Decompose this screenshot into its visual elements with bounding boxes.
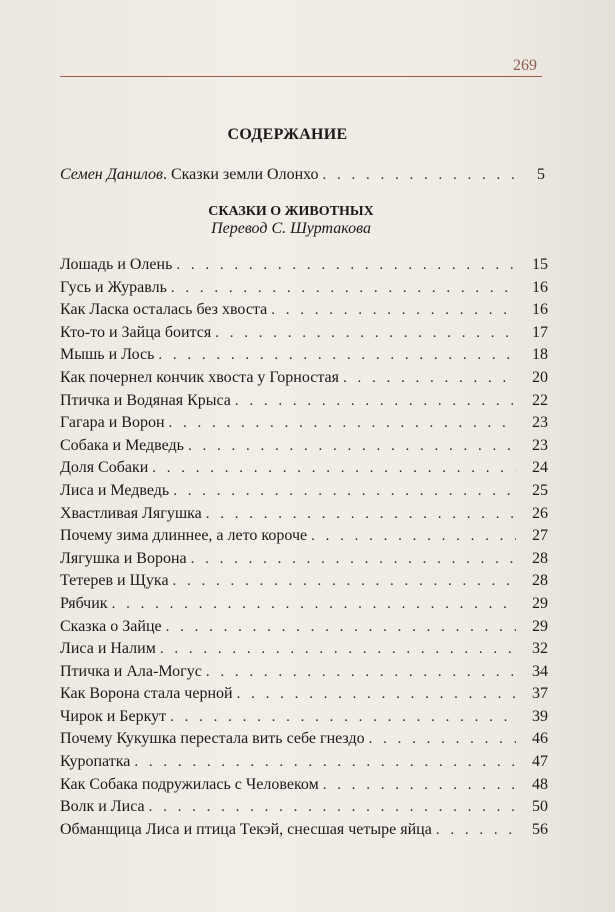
toc-intro-entry	[60, 166, 545, 186]
entry-page-number: 34	[532, 662, 548, 680]
entry-title: Хвастливая Лягушка	[60, 504, 202, 522]
entry-page-number: 56	[532, 820, 548, 838]
entry-title: Обманщица Лиса и птица Текэй, снесшая четыре яйца	[60, 820, 432, 838]
toc-entry	[60, 661, 548, 684]
dot-leader	[158, 344, 516, 367]
entry-page-number: 46	[532, 730, 548, 748]
dot-leader	[152, 457, 516, 480]
dot-leader	[171, 277, 516, 300]
entry-page-number: 23	[532, 436, 548, 454]
entry-title: Почему зима длиннее, а лето короче	[60, 527, 308, 545]
toc-entry	[60, 254, 548, 277]
entry-page-number: 20	[532, 368, 548, 386]
toc-entry	[60, 457, 548, 480]
toc-entry	[60, 277, 548, 300]
toc-entry	[60, 299, 548, 322]
toc-entry	[60, 480, 548, 503]
intro-author: Семен Данилов	[60, 166, 163, 183]
dot-leader	[188, 435, 516, 458]
entry-page-number: 25	[532, 481, 548, 499]
entry-title: Собака и Медведь	[60, 436, 184, 454]
toc-entry	[60, 774, 548, 797]
toc-entry	[60, 728, 548, 751]
dot-leader	[215, 322, 516, 345]
toc-entry	[60, 525, 548, 548]
toc-entry	[60, 344, 548, 367]
section-title: СКАЗКИ О ЖИВОТНЫХ	[208, 204, 374, 219]
entry-title: Птичка и Водяная Крыса	[60, 391, 231, 409]
page-number: 269	[513, 57, 537, 74]
toc-entry	[60, 638, 548, 661]
dot-leader	[206, 503, 516, 526]
entry-title: Птичка и Ала-Могус	[60, 662, 202, 680]
toc-entries-list	[60, 254, 548, 841]
entry-page-number: 50	[532, 798, 548, 816]
entry-title: Гусь и Журавль	[60, 278, 167, 296]
dot-leader	[112, 593, 516, 616]
intro-title: . Сказки земли Олонхо	[162, 166, 319, 183]
toc-entry	[60, 706, 548, 729]
dot-leader	[149, 796, 516, 819]
entry-page-number: 22	[532, 391, 548, 409]
entry-title: Лягушка и Ворона	[60, 549, 187, 567]
entry-page-number: 16	[532, 301, 548, 319]
dot-leader	[169, 412, 516, 435]
toc-title: СОДЕРЖАНИЕ	[227, 126, 348, 143]
toc-entry	[60, 570, 548, 593]
intro-page-number: 5	[537, 166, 545, 183]
toc-entry	[60, 435, 548, 458]
entry-title: Как Собака подружилась с Человеком	[60, 775, 319, 793]
toc-entry	[60, 322, 548, 345]
toc-entry	[60, 796, 548, 819]
toc-entry	[60, 819, 548, 842]
dot-leader	[191, 548, 516, 571]
dot-leader	[134, 751, 516, 774]
dot-leader	[166, 616, 516, 639]
entry-title: Лошадь и Олень	[60, 256, 173, 273]
toc-entry	[60, 593, 548, 616]
entry-title: Рябчик	[60, 594, 108, 612]
entry-page-number: 15	[532, 256, 548, 273]
entry-title: Лиса и Медведь	[60, 481, 170, 499]
toc-entry	[60, 412, 548, 435]
entry-title: Гагара и Ворон	[60, 414, 165, 432]
entry-page-number: 39	[532, 707, 548, 725]
entry-page-number: 26	[532, 504, 548, 522]
entry-page-number: 27	[532, 527, 548, 545]
toc-entry	[60, 503, 548, 526]
entry-page-number: 24	[532, 459, 548, 477]
entry-title: Сказка о Зайце	[60, 617, 162, 635]
entry-title: Кто-то и Зайца боится	[60, 323, 212, 341]
entry-title: Лиса и Налим	[60, 640, 156, 658]
dot-leader	[323, 167, 517, 184]
toc-entry	[60, 683, 548, 706]
toc-entry	[60, 390, 548, 413]
entry-page-number: 29	[532, 617, 548, 635]
header-rule	[60, 76, 542, 77]
dot-leader	[436, 819, 520, 842]
dot-leader	[271, 299, 516, 322]
entry-page-number: 29	[532, 594, 548, 612]
dot-leader	[343, 367, 516, 390]
entry-title: Тетерев и Щука	[60, 572, 169, 590]
entry-title: Как Ворона стала черной	[60, 685, 233, 703]
entry-page-number: 18	[532, 346, 548, 364]
toc-entry	[60, 616, 548, 639]
dot-leader	[173, 570, 516, 593]
entry-title: Куропатка	[60, 753, 131, 771]
dot-leader	[323, 774, 516, 797]
entry-page-number: 17	[532, 323, 548, 341]
toc-entry	[60, 751, 548, 774]
entry-page-number: 47	[532, 753, 548, 771]
entry-title: Мышь и Лось	[60, 346, 155, 364]
dot-leader	[237, 683, 516, 706]
entry-title: Доля Собаки	[60, 459, 149, 477]
dot-leader	[235, 390, 516, 413]
entry-page-number: 23	[532, 414, 548, 432]
entry-page-number: 28	[532, 572, 548, 590]
entry-page-number: 28	[532, 549, 548, 567]
entry-page-number: 32	[532, 640, 548, 658]
toc-entry	[60, 548, 548, 571]
entry-title: Как Ласка осталась без хвоста	[60, 301, 268, 319]
toc-entry	[60, 367, 548, 390]
dot-leader	[206, 661, 516, 684]
entry-page-number: 48	[532, 775, 548, 793]
dot-leader	[173, 480, 516, 503]
entry-page-number: 16	[532, 278, 548, 296]
section-subtitle: Перевод С. Шуртакова	[211, 220, 371, 237]
dot-leader	[176, 254, 516, 277]
dot-leader	[170, 706, 516, 729]
entry-title: Чирок и Беркут	[60, 707, 167, 725]
dot-leader	[160, 638, 516, 661]
dot-leader	[369, 728, 516, 751]
entry-page-number: 37	[532, 685, 548, 703]
dot-leader	[311, 525, 516, 548]
entry-title: Как почернел кончик хвоста у Горностая	[60, 368, 339, 386]
entry-title: Волк и Лиса	[60, 798, 145, 816]
entry-title: Почему Кукушка перестала вить себе гнездо	[60, 730, 365, 748]
